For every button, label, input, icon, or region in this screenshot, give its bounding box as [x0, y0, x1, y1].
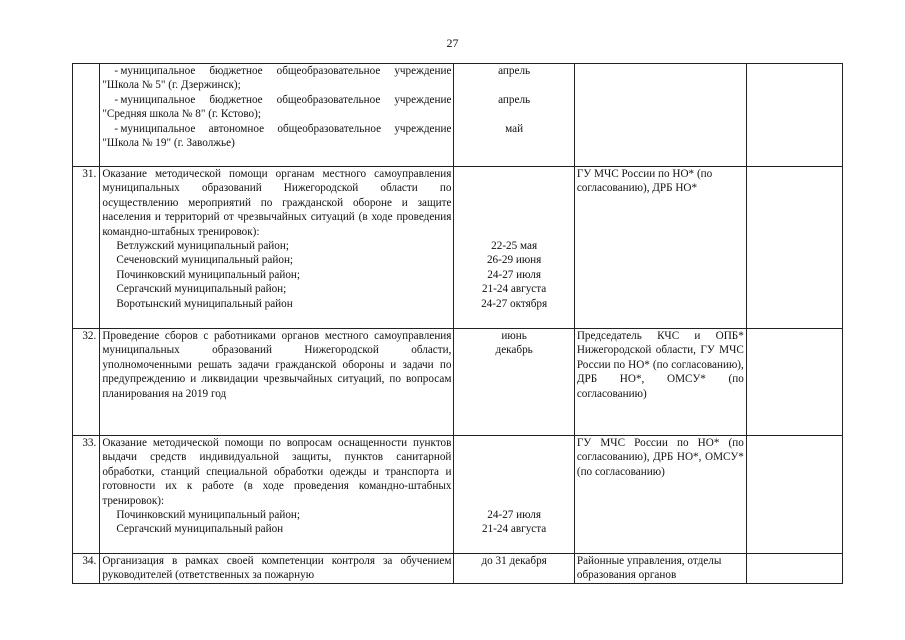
- table-row: [73, 167, 843, 329]
- district-item: Ветлужский муниципальный район;: [116, 240, 289, 253]
- row-number-cell: 31.: [73, 167, 100, 329]
- table-row: [73, 554, 843, 584]
- district-item: Воротынский муниципальный район: [116, 297, 293, 310]
- responsible-text: Председатель КЧС и ОПБ* Нижегородской области, ГУ МЧС России по НО* (по согласованию), ДРБ НО*, ОМСУ* (по согласованию): [576, 330, 744, 400]
- row-number-cell: 34.: [73, 554, 100, 584]
- date-cell: [454, 167, 574, 329]
- activity-text: Оказание методической помощи органам местного самоуправления муниципальных образований Нижегородской области по осуществлению мероприятий по гражданской обороне и защите населения и территорий от чрезвычайных ситуаций (в ходе проведения командно-штабных тренировок):: [102, 168, 452, 238]
- table-row: [73, 329, 843, 436]
- date-value: 24-27 июля: [487, 508, 541, 521]
- date-value: декабрь: [495, 344, 533, 357]
- activity-cell: [100, 554, 454, 584]
- note-cell: [746, 554, 842, 584]
- responsible-cell: [574, 64, 746, 167]
- list-item: - муниципальное автономное общеобразовательное учреждение "Школа № 19" (г. Заволжье): [102, 122, 452, 150]
- date-cell: [454, 436, 574, 554]
- district-item: Сеченовский муниципальный район;: [116, 254, 294, 267]
- date-value: 26-29 июня: [486, 254, 542, 267]
- date-value: апрель: [498, 93, 531, 106]
- district-item: Починковский муниципальный район;: [116, 509, 301, 522]
- list-item: - муниципальное бюджетное общеобразовательное учреждение "Школа № 5" (г. Дзержинск);: [102, 65, 452, 92]
- date-cell: [454, 64, 574, 167]
- date-value: июнь: [501, 330, 527, 342]
- responsible-text: ГУ МЧС России по НО* (по согласованию), ДРБ НО*, ОМСУ* (по согласованию): [576, 437, 744, 478]
- date-value: 21-24 августа: [481, 523, 547, 536]
- date-value: май: [505, 122, 524, 135]
- district-item: Сергачский муниципальный район: [116, 523, 284, 536]
- date-value: до 31 декабря: [481, 555, 547, 567]
- district-item: Починковский муниципальный район;: [116, 268, 301, 281]
- table-row: [73, 436, 843, 554]
- activity-text: Организация в рамках своей компетенции контроля за обучением руководителей (ответственных за пожарную: [102, 555, 452, 582]
- responsible-cell: [574, 167, 746, 329]
- date-value: 21-24 августа: [481, 283, 547, 296]
- date-value: апрель: [498, 65, 531, 77]
- activity-cell: [100, 167, 454, 329]
- responsible-text: Районные управления, отделы образования органов: [576, 555, 722, 582]
- date-value: 24-27 октября: [481, 297, 548, 310]
- plan-table: [72, 63, 843, 584]
- responsible-text: ГУ МЧС России по НО* (по согласованию), ДРБ НО*: [576, 168, 713, 195]
- responsible-cell: [574, 329, 746, 436]
- row-number-cell: 33.: [73, 436, 100, 554]
- row-number-cell: [73, 64, 100, 167]
- district-item: Сергачский муниципальный район;: [116, 283, 287, 296]
- activity-text: Оказание методической помощи по вопросам оснащенности пунктов выдачи средств индивидуальной защиты, пунктов санитарной обработки, станций специальной обработки одежды и транспорта и готовности их к работе (в ходе проведения командно-штабных тренировок):: [102, 437, 452, 507]
- activity-cell: [100, 329, 454, 436]
- note-cell: [746, 167, 842, 329]
- date-cell: [454, 329, 574, 436]
- note-cell: [746, 64, 842, 167]
- responsible-cell: [574, 554, 746, 584]
- date-value: 22-25 мая: [491, 239, 538, 252]
- row-number-cell: 32.: [73, 329, 100, 436]
- note-cell: [746, 436, 842, 554]
- responsible-cell: [574, 436, 746, 554]
- page-number: 27: [446, 36, 459, 50]
- note-cell: [746, 329, 842, 436]
- date-cell: [454, 554, 574, 584]
- table-row: [73, 64, 843, 167]
- activity-text: Проведение сборов с работниками органов местного самоуправления муниципальных образований Нижегородской области, уполномоченными решать задачи гражданской обороны и задачи по предупреждению и ликвидации чрезвычайных ситуаций, по вопросам планирования на 2019 год: [102, 330, 452, 400]
- activity-cell: [100, 64, 454, 167]
- activity-cell: [100, 436, 454, 554]
- list-item: - муниципальное бюджетное общеобразовательное учреждение "Средняя школа № 8" (г. Кстово);: [102, 93, 452, 121]
- date-value: 24-27 июля: [487, 268, 541, 281]
